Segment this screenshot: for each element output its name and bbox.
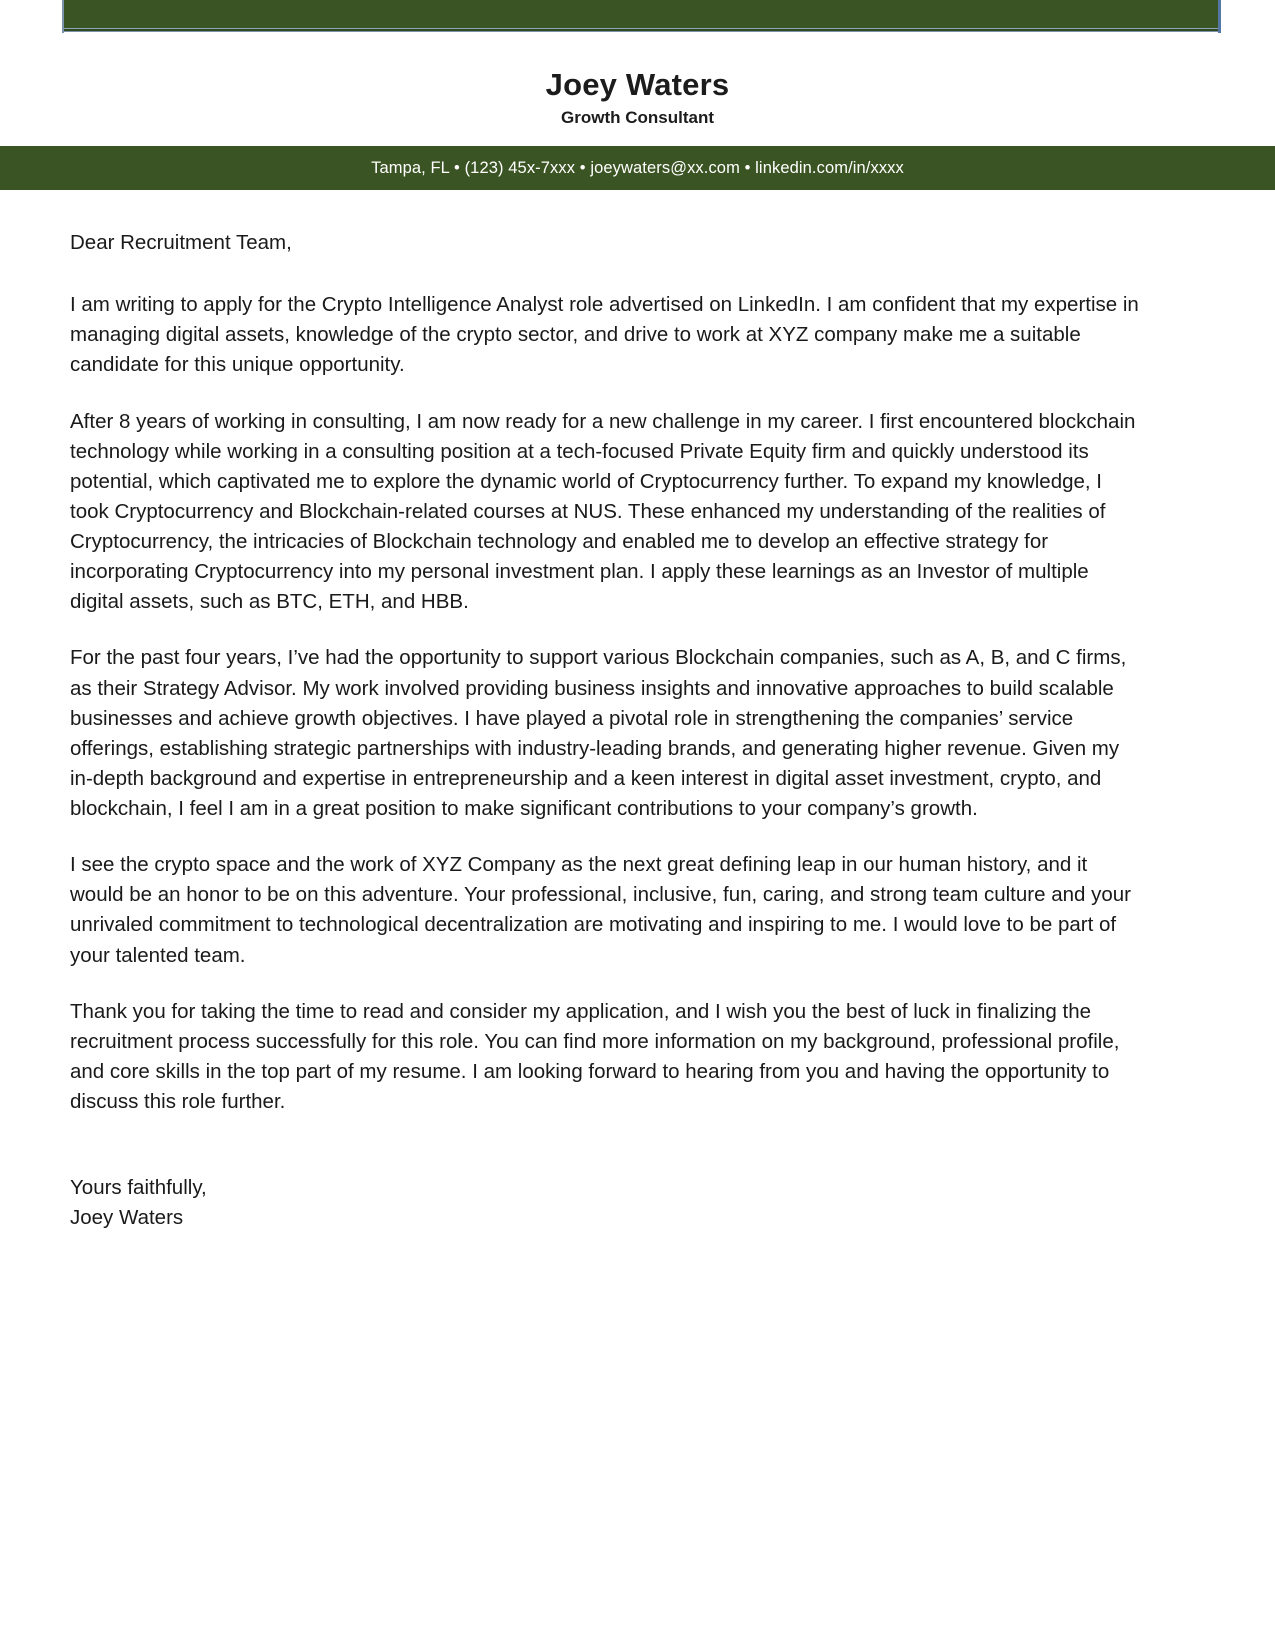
identity-block [0,68,1275,128]
top-decorative-band [62,0,1221,34]
letter-paragraph: Thank you for taking the time to read and consider my application, and I wish you the best of luck in finalizing the recruitment process successfully for this role. You can find more information on my background, professional profile, and core skills in the top part of my resume. I am looking forward to hearing from you and having the opportunity to discuss this role further. [70,999,1120,1113]
letter-closing: Yours faithfully, [70,1176,207,1200]
letter-signoff [70,1173,1145,1233]
candidate-name: Joey Waters [545,67,730,102]
top-band-rule [62,28,1219,32]
top-band-left-edge [62,0,64,33]
top-band-fill [62,0,1219,28]
contact-details-line: Tampa, FL • (123) 45x-7xxx • joeywaters@xx.com • linkedin.com/in/xxxx [371,158,904,177]
letter-paragraph: I see the crypto space and the work of XYZ Company as the next great defining leap in our human history, and it would be an honor to be on this adventure. Your professional, inclusive, fun, caring, and strong team culture and your unrivaled commitment to technological decentralization are motivating and inspiring to me. I would love to be part of your talented team. [70,853,1131,967]
contact-band [0,146,1275,190]
letter-paragraph: After 8 years of working in consulting, I am now ready for a new challenge in my career. I first encountered blockchain technology while working in a consulting position at a tech-focused Private Equity firm and quickly understood its potential, which captivated me to explore the dynamic world of Cryptocurrency further. To expand my knowledge, I took Cryptocurrency and Blockchain-related courses at NUS. These enhanced my understanding of the realities of Cryptocurrency, the intricacies of Blockchain technology and enabled me to develop an effective strategy for incorporating Cryptocurrency into my personal investment plan. I apply these learnings as an Investor of multiple digital assets, such as BTC, ETH, and HBB. [70,409,1136,614]
letter-salutation: Dear Recruitment Team, [70,231,292,254]
letter-paragraph: For the past four years, I’ve had the opportunity to support various Blockchain companies, such as A, B, and C firms, as their Strategy Advisor. My work involved providing business insights and innovative approaches to build scalable businesses and achieve growth objectives. I have played a pivotal role in strengthening the companies’ service offerings, establishing strategic partnerships with industry-leading brands, and generating higher revenue. Given my in-depth background and expertise in entrepreneurship and a keen interest in digital asset investment, crypto, and blockchain, I feel I am in a great position to make significant contributions to your company’s growth. [70,646,1127,820]
letter-paragraph: I am writing to apply for the Crypto Intelligence Analyst role advertised on LinkedIn. I am confident that my expertise in managing digital assets, knowledge of the crypto sector, and drive to work at XYZ company make me a suitable candidate for this unique opportunity. [70,293,1139,377]
letter-signature-name: Joey Waters [70,1206,184,1230]
candidate-job-title: Growth Consultant [561,108,714,128]
top-band-right-edge [1218,0,1221,33]
letter-body [70,228,1145,1233]
